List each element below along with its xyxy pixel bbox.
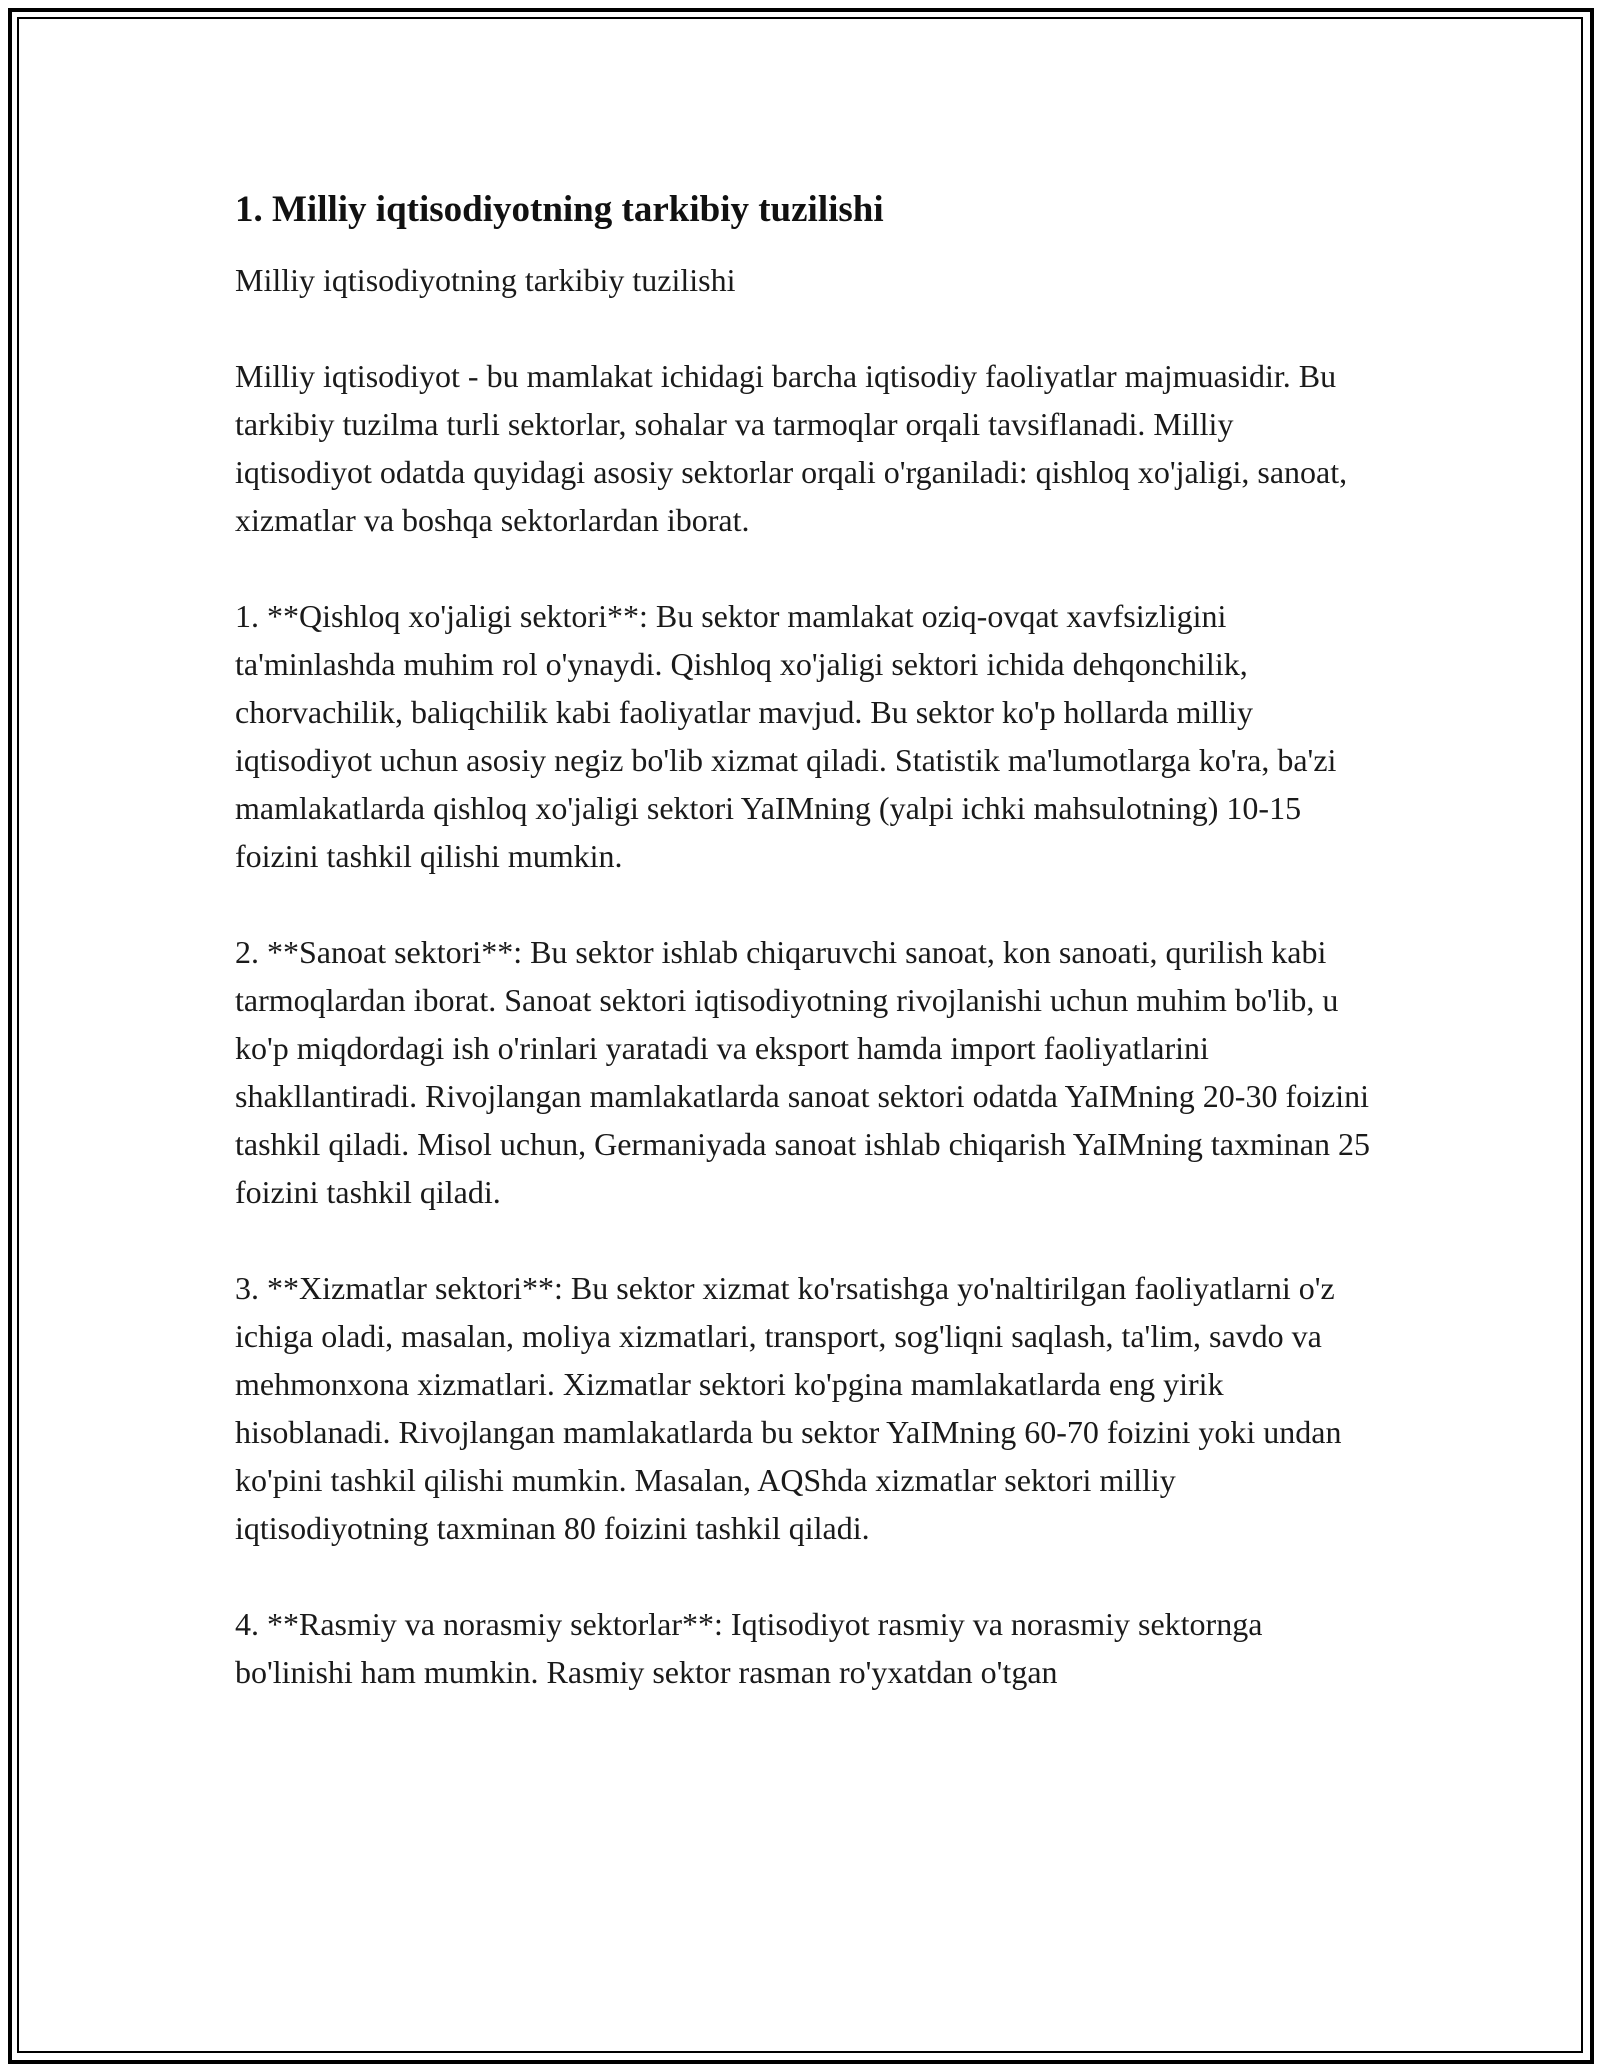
document-body	[235, 186, 1375, 1744]
formal-informal-paragraph: 4. **Rasmiy va norasmiy sektorlar**: Iqtisodiyot rasmiy va norasmiy sektornga bo'linishi ham mumkin. Rasmiy sektor rasman ro'yxatdan o'tgan	[235, 1606, 1263, 1690]
services-paragraph: 3. **Xizmatlar sektori**: Bu sektor xizmat ko'rsatishga yo'naltirilgan faoliyatlarni o'z ichiga oladi, masalan, moliya xizmatlari, transport, sog'liqni saqlash, ta'lim, savdo va mehmonxona xizmatlari. Xizmatlar sektori ko'pgina mamlakatlarda eng yirik hisoblanadi. Rivojlangan mamlakatlarda bu sektor YaIMning 60-70 foizini yoki undan ko'pini tashkil qilishi mumkin. Masalan, AQShda xizmatlar sektori milliy iqtisodiyotning taxminan 80 foizini tashkil qiladi.	[235, 1270, 1342, 1546]
industry-paragraph: 2. **Sanoat sektori**: Bu sektor ishlab chiqaruvchi sanoat, kon sanoati, qurilish kabi tarmoqlardan iborat. Sanoat sektori iqtisodiyotning rivojlanishi uchun muhim bo'lib, u ko'p miqdordagi ish o'rinlari yaratadi va eksport hamda import faoliyatlarini shakllantiradi. Rivojlangan mamlakatlarda sanoat sektori odatda YaIMning 20-30 foizini tashkil qiladi. Misol uchun, Germaniyada sanoat ishlab chiqarish YaIMning taxminan 25 foizini tashkil qiladi.	[235, 934, 1370, 1210]
intro-paragraph: Milliy iqtisodiyot - bu mamlakat ichidagi barcha iqtisodiy faoliyatlar majmuasidir. Bu tarkibiy tuzilma turli sektorlar, sohalar va tarmoqlar orqali tavsiflanadi. Milliy iqtisodiyot odatda quyidagi asosiy sektorlar orqali o'rganiladi: qishloq xo'jaligi, sanoat, xizmatlar va boshqa sektorlardan iborat.	[235, 358, 1348, 538]
document-title: 1. Milliy iqtisodiyotning tarkibiy tuzilishi	[235, 189, 884, 230]
section-subtitle: Milliy iqtisodiyotning tarkibiy tuzilishi	[235, 262, 736, 298]
agriculture-paragraph: 1. **Qishloq xo'jaligi sektori**: Bu sektor mamlakat oziq-ovqat xavfsizligini ta'minlashda muhim rol o'ynaydi. Qishloq xo'jaligi sektori ichida dehqonchilik, chorvachilik, baliqchilik kabi faoliyatlar mavjud. Bu sektor ko'p hollarda milliy iqtisodiyot uchun asosiy negiz bo'lib xizmat qiladi. Statistik ma'lumotlarga ko'ra, ba'zi mamlakatlarda qishloq xo'jaligi sektori YaIMning (yalpi ichki mahsulotning) 10-15 foizini tashkil qilishi mumkin.	[235, 598, 1337, 874]
